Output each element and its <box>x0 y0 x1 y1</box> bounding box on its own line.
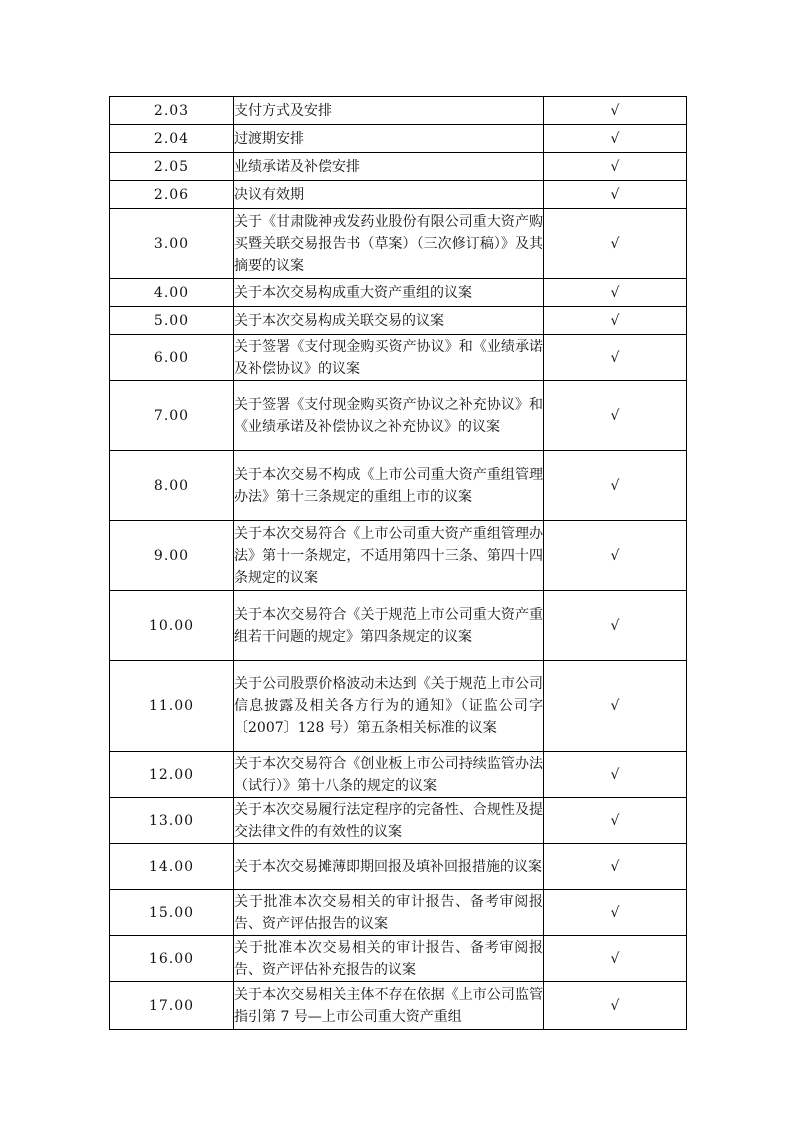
check-mark: √ <box>544 890 687 936</box>
check-mark: √ <box>544 181 687 209</box>
check-mark: √ <box>544 798 687 844</box>
proposal-name: 关于本次交易符合《上市公司重大资产重组管理办法》第十一条规定，不适用第四十三条、第四十四条规定的议案 <box>234 521 544 591</box>
proposal-code: 7.00 <box>110 381 234 451</box>
proposal-name: 关于签署《支付现金购买资产协议之补充协议》和《业绩承诺及补偿协议之补充协议》的议案 <box>234 381 544 451</box>
check-mark: √ <box>544 752 687 798</box>
proposal-name: 关于本次交易履行法定程序的完备性、合规性及提交法律文件的有效性的议案 <box>234 798 544 844</box>
check-mark: √ <box>544 936 687 982</box>
proposal-name: 关于本次交易构成关联交易的议案 <box>234 307 544 335</box>
proposal-name: 关于本次交易相关主体不存在依据《上市公司监管指引第 7 号—上市公司重大资产重组 <box>234 982 544 1030</box>
proposal-name: 关于本次交易符合《创业板上市公司持续监管办法（试行）》第十八条的规定的议案 <box>234 752 544 798</box>
table-row <box>110 209 687 279</box>
proposal-name: 关于本次交易摊薄即期回报及填补回报措施的议案 <box>234 844 544 890</box>
proposal-name: 关于批准本次交易相关的审计报告、备考审阅报告、资产评估报告的议案 <box>234 890 544 936</box>
table-row <box>110 335 687 381</box>
table-row <box>110 936 687 982</box>
table-row <box>110 521 687 591</box>
table-row <box>110 125 687 153</box>
table-row <box>110 591 687 661</box>
proposal-name: 支付方式及安排 <box>234 97 544 125</box>
table-row <box>110 153 687 181</box>
check-mark: √ <box>544 209 687 279</box>
proposal-name: 关于公司股票价格波动未达到《关于规范上市公司信息披露及相关各方行为的通知》（证监公司字〔2007〕128 号）第五条相关标准的议案 <box>234 661 544 752</box>
check-mark: √ <box>544 97 687 125</box>
proposal-code: 8.00 <box>110 451 234 521</box>
proposal-code: 2.06 <box>110 181 234 209</box>
proposal-name: 关于签署《支付现金购买资产协议》和《业绩承诺及补偿协议》的议案 <box>234 335 544 381</box>
proposal-code: 4.00 <box>110 279 234 307</box>
table-row <box>110 982 687 1030</box>
proposal-code: 2.03 <box>110 97 234 125</box>
proposal-name: 决议有效期 <box>234 181 544 209</box>
check-mark: √ <box>544 451 687 521</box>
table-row <box>110 752 687 798</box>
proposal-code: 13.00 <box>110 798 234 844</box>
proposal-name: 关于《甘肃陇神戎发药业股份有限公司重大资产购买暨关联交易报告书（草案）（三次修订稿）》及其摘要的议案 <box>234 209 544 279</box>
proposal-table <box>109 96 687 1030</box>
check-mark: √ <box>544 844 687 890</box>
proposal-code: 6.00 <box>110 335 234 381</box>
proposal-code: 14.00 <box>110 844 234 890</box>
check-mark: √ <box>544 661 687 752</box>
proposal-code: 12.00 <box>110 752 234 798</box>
proposal-code: 11.00 <box>110 661 234 752</box>
proposal-name: 关于本次交易符合《关于规范上市公司重大资产重组若干问题的规定》第四条规定的议案 <box>234 591 544 661</box>
proposal-name: 过渡期安排 <box>234 125 544 153</box>
check-mark: √ <box>544 591 687 661</box>
check-mark: √ <box>544 279 687 307</box>
proposal-code: 15.00 <box>110 890 234 936</box>
check-mark: √ <box>544 982 687 1030</box>
check-mark: √ <box>544 335 687 381</box>
table-row <box>110 381 687 451</box>
proposal-name: 关于批准本次交易相关的审计报告、备考审阅报告、资产评估补充报告的议案 <box>234 936 544 982</box>
proposal-code: 2.04 <box>110 125 234 153</box>
table-row <box>110 451 687 521</box>
check-mark: √ <box>544 521 687 591</box>
proposal-code: 16.00 <box>110 936 234 982</box>
check-mark: √ <box>544 153 687 181</box>
table-row <box>110 890 687 936</box>
table-row <box>110 798 687 844</box>
proposal-code: 9.00 <box>110 521 234 591</box>
proposal-code: 10.00 <box>110 591 234 661</box>
proposal-code: 5.00 <box>110 307 234 335</box>
proposal-table-body <box>110 97 687 1030</box>
proposal-name: 业绩承诺及补偿安排 <box>234 153 544 181</box>
table-row <box>110 279 687 307</box>
proposal-name: 关于本次交易不构成《上市公司重大资产重组管理办法》第十三条规定的重组上市的议案 <box>234 451 544 521</box>
check-mark: √ <box>544 381 687 451</box>
proposal-code: 17.00 <box>110 982 234 1030</box>
table-row <box>110 661 687 752</box>
table-row <box>110 181 687 209</box>
proposal-name: 关于本次交易构成重大资产重组的议案 <box>234 279 544 307</box>
table-row <box>110 307 687 335</box>
check-mark: √ <box>544 307 687 335</box>
table-row <box>110 97 687 125</box>
proposal-code: 3.00 <box>110 209 234 279</box>
check-mark: √ <box>544 125 687 153</box>
table-row <box>110 844 687 890</box>
proposal-code: 2.05 <box>110 153 234 181</box>
